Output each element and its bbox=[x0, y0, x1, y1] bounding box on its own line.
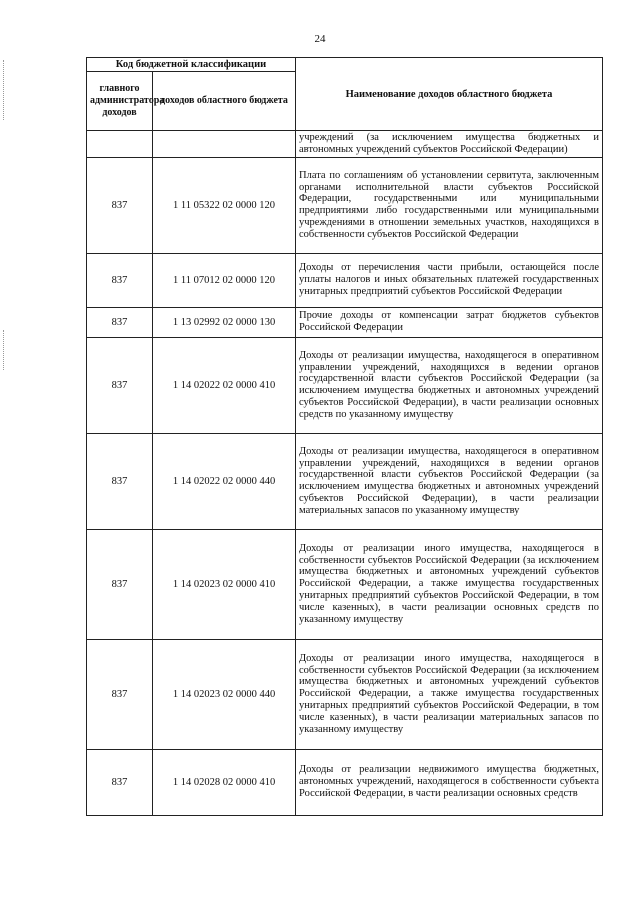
budget-code-cell: 1 14 02028 02 0000 410 bbox=[153, 749, 296, 815]
table-row bbox=[87, 639, 603, 749]
income-name-cell: Доходы от реализации имущества, находящегося в оперативном управлении учреждений, находящихся в ведении органов государственной власти субъектов Российской Федерации (за исключением имущества бюджетных и автономных учреждений субъектов Российской Федерации), в части реализации материальных запасов по указанному имуществу bbox=[296, 433, 603, 529]
budget-code-cell bbox=[153, 131, 296, 158]
admin-code-cell: 837 bbox=[87, 433, 153, 529]
table-row bbox=[87, 157, 603, 253]
admin-code-cell: 837 bbox=[87, 529, 153, 639]
header-row bbox=[87, 58, 603, 72]
income-name-cell: Доходы от реализации иного имущества, находящегося в собственности субъектов Российской Федерации (за исключением имущества бюджетных и автономных учреждений субъектов Российской Федерации, а также имущества государственных унитарных предприятий субъектов Российской Федерации, в том числе казенных), в части реализации материальных запасов по указанному имуществу bbox=[296, 639, 603, 749]
budget-code-cell: 1 14 02022 02 0000 410 bbox=[153, 337, 296, 433]
budget-code-cell: 1 13 02992 02 0000 130 bbox=[153, 307, 296, 337]
table-row bbox=[87, 749, 603, 815]
income-name-cell: Доходы от перечисления части прибыли, остающейся после уплаты налогов и иных обязательных платежей государственных унитарных предприятий субъектов Российской Федерации bbox=[296, 253, 603, 307]
admin-code-cell: 837 bbox=[87, 307, 153, 337]
scan-artifact bbox=[3, 60, 8, 120]
budget-code-cell: 1 14 02023 02 0000 440 bbox=[153, 639, 296, 749]
header-admin-cell: главного администратора доходов bbox=[87, 72, 153, 131]
budget-code-cell: 1 14 02023 02 0000 410 bbox=[153, 529, 296, 639]
table-row bbox=[87, 433, 603, 529]
header-group-cell: Код бюджетной классификации bbox=[87, 58, 296, 72]
table-row bbox=[87, 529, 603, 639]
income-name-cell: Плата по соглашениям об установлении сервитута, заключенным органами исполнительной власти субъектов Российской Федерации, государственными или муниципальными предприятиями либо государственными или муниципальными учреждениями в отношении земельных участков, находящихся в собственности субъектов Российской Федерации bbox=[296, 157, 603, 253]
table-row bbox=[87, 307, 603, 337]
admin-code-cell bbox=[87, 131, 153, 158]
page-number: 24 bbox=[314, 33, 326, 45]
budget-code-cell: 1 11 07012 02 0000 120 bbox=[153, 253, 296, 307]
admin-code-cell: 837 bbox=[87, 639, 153, 749]
table-row bbox=[87, 253, 603, 307]
table-row bbox=[87, 337, 603, 433]
income-name-cell: Доходы от реализации недвижимого имущества бюджетных, автономных учреждений, находящегося в собственности субъекта Российской Федерации, в части реализации основных средств bbox=[296, 749, 603, 815]
budget-code-cell: 1 14 02022 02 0000 440 bbox=[153, 433, 296, 529]
header-code-cell: доходов областного бюджета bbox=[153, 72, 296, 131]
header-name-cell: Наименование доходов областного бюджета bbox=[296, 58, 603, 131]
admin-code-cell: 837 bbox=[87, 337, 153, 433]
budget-code-cell: 1 11 05322 02 0000 120 bbox=[153, 157, 296, 253]
income-name-cell: Доходы от реализации имущества, находящегося в оперативном управлении учреждений, находящихся в ведении органов государственной власти субъектов Российской Федерации (за исключением имущества бюджетных и автономных учреждений субъектов Российской Федерации), в части реализации основных средств по указанному имуществу bbox=[296, 337, 603, 433]
income-name-cell: Доходы от реализации иного имущества, находящегося в собственности субъектов Российской Федерации (за исключением имущества бюджетных и автономных учреждений субъектов Российской Федерации, а также имущества государственных унитарных предприятий субъектов Российской Федерации, в том числе казенных), в части реализации основных средств по указанному имуществу bbox=[296, 529, 603, 639]
table-body bbox=[87, 131, 603, 816]
income-name-cell: учреждений (за исключением имущества бюджетных и автономных учреждений субъектов Российской Федерации) bbox=[296, 131, 603, 158]
admin-code-cell: 837 bbox=[87, 749, 153, 815]
admin-code-cell: 837 bbox=[87, 157, 153, 253]
income-name-cell: Прочие доходы от компенсации затрат бюджетов субъектов Российской Федерации bbox=[296, 307, 603, 337]
admin-code-cell: 837 bbox=[87, 253, 153, 307]
budget-classification-table bbox=[86, 57, 603, 816]
table-row bbox=[87, 131, 603, 158]
scan-artifact bbox=[3, 330, 8, 370]
